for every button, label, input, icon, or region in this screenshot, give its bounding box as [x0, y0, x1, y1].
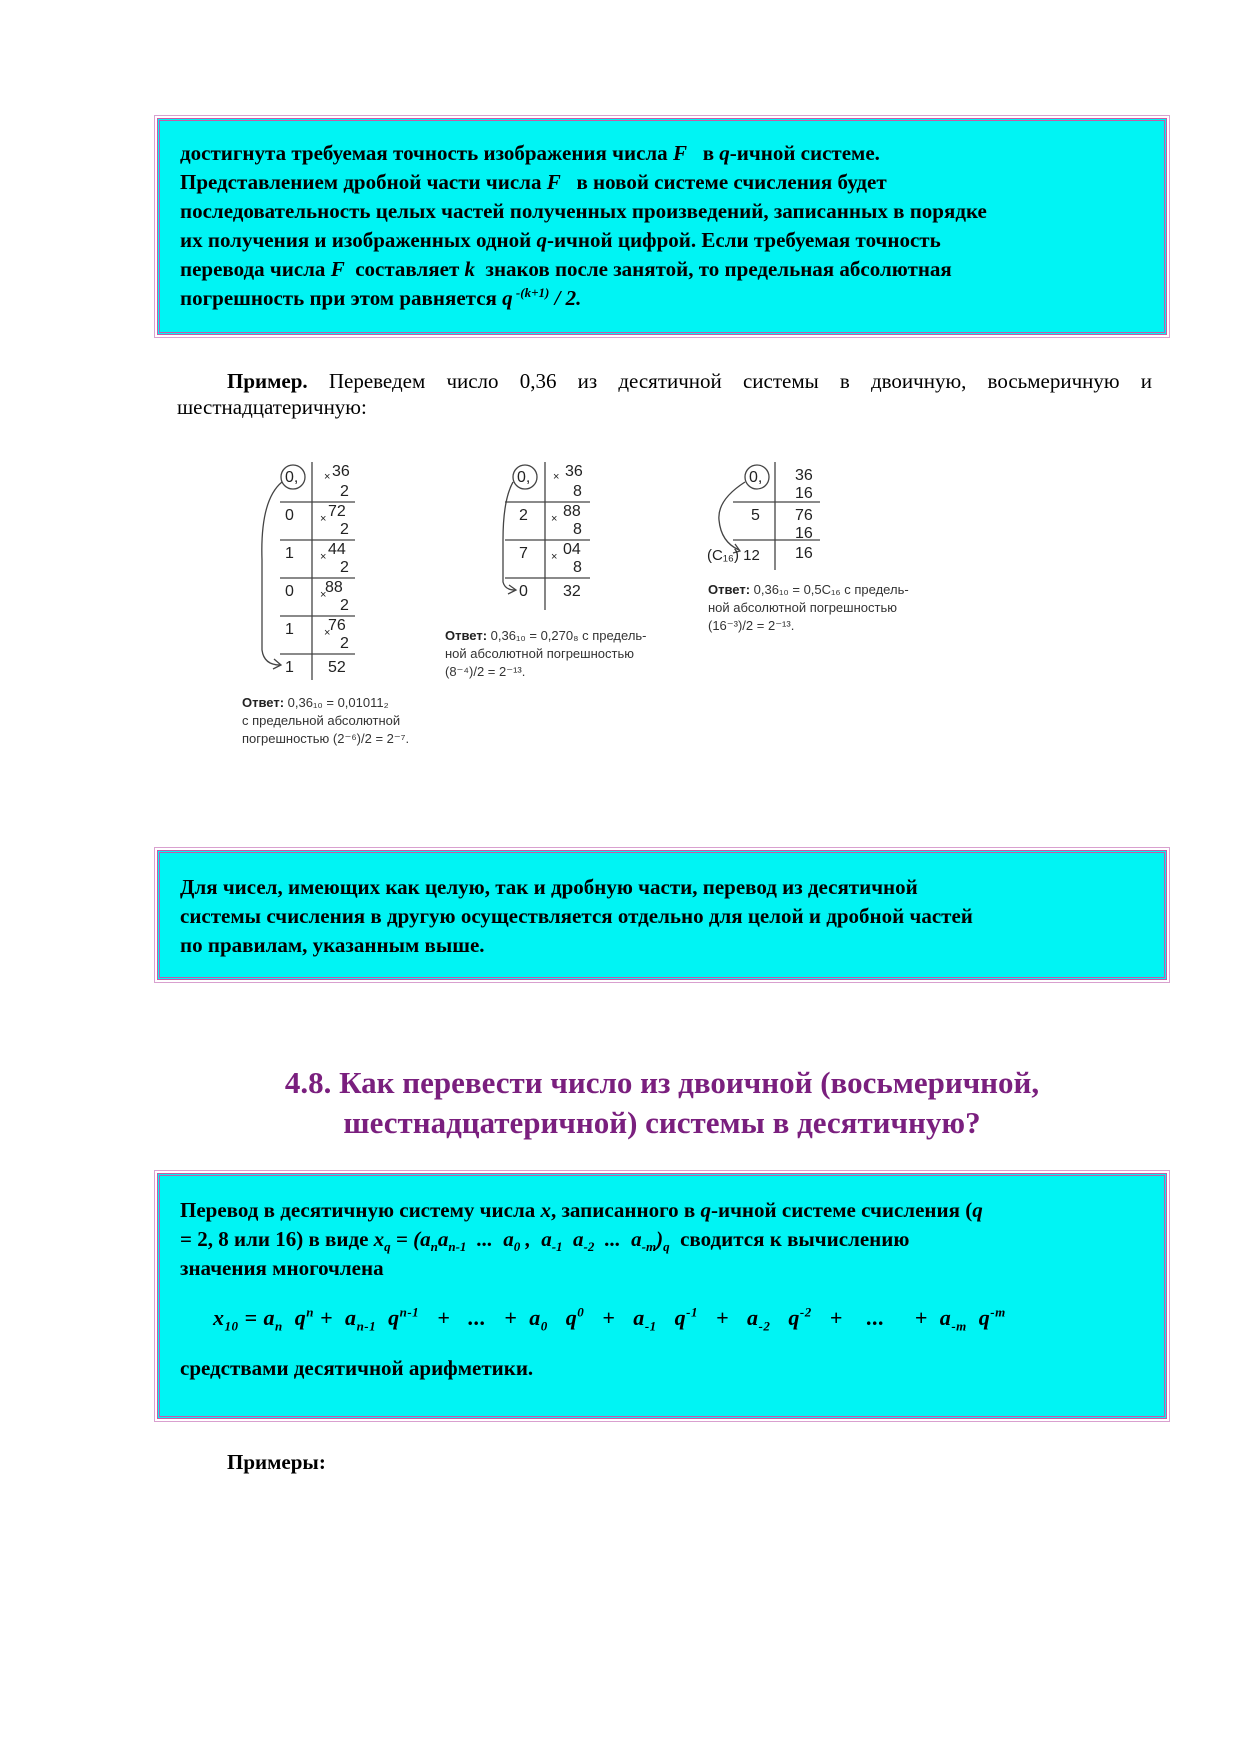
- bin-x2: ×: [320, 551, 327, 563]
- binary-answer: [242, 694, 442, 748]
- box2-line1: Для чисел, имеющих как целую, так и дробную части, перевод из десятичной: [180, 875, 918, 899]
- example-text: Переведем число 0,36 из десятичной системы в двоичную, восьмеричную и шестнадцатеричную:: [177, 369, 1152, 419]
- oct-m2: 8: [573, 559, 582, 576]
- binary-conversion-diagram: [240, 460, 390, 685]
- bin-ans-l3: погрешностью (2⁻⁶)/2 = 2⁻⁷.: [242, 731, 410, 746]
- bin-x4: ×: [324, 627, 331, 639]
- box3-line1: Перевод в десятичную систему числа x, записанного в q-ичной системе счисления (q: [180, 1198, 983, 1222]
- hex-m0: 16: [795, 485, 813, 502]
- oct-int-3: 0: [519, 583, 528, 600]
- oct-x1: ×: [551, 513, 558, 525]
- bin-m1: 2: [340, 521, 349, 538]
- oct-x2: ×: [551, 551, 558, 563]
- hex-int-1: 5: [751, 507, 760, 524]
- box3-line4: средствами десятичной арифметики.: [180, 1356, 534, 1380]
- octal-answer: [445, 627, 695, 681]
- bin-int-4: 1: [285, 621, 294, 638]
- bin-frac-5: 52: [328, 659, 346, 676]
- hex-ans-l3: (16⁻³)/2 = 2⁻¹³.: [708, 618, 795, 633]
- box1-line3: последовательность целых частей полученных произведений, записанных в порядке: [180, 199, 987, 223]
- examples-label: Примеры:: [227, 1450, 326, 1474]
- bin-x3: ×: [320, 589, 327, 601]
- example-paragraph: [177, 368, 1152, 420]
- info-box-to-decimal: [157, 1173, 1167, 1419]
- hex-m1: 16: [795, 525, 813, 542]
- oct-int-2: 7: [519, 545, 528, 562]
- bin-ans-l2: с предельной абсолютной: [242, 713, 401, 728]
- oct-m1: 8: [573, 521, 582, 538]
- oct-frac-1: 88: [563, 503, 581, 520]
- hex-ans-l1: Ответ: 0,36₁₀ = 0,5C₁₆ с предель-: [708, 582, 909, 597]
- hex-frac-1: 76: [795, 507, 813, 524]
- bin-int-3: 0: [285, 583, 294, 600]
- bin-start: 36: [332, 463, 350, 480]
- bin-frac-1: 72: [328, 503, 346, 520]
- heading-line1: 4.8. Как перевести число из двоичной (восьмеричной,: [284, 1065, 1040, 1100]
- bin-int-1: 0: [285, 507, 294, 524]
- bin-x1: ×: [320, 513, 327, 525]
- bin-frac-3: 88: [325, 579, 343, 596]
- box1-line1: достигнута требуемая точность изображения числа F в q-ичной системе.: [180, 141, 880, 165]
- hex-ans-l2: ной абсолютной погрешностью: [708, 600, 897, 615]
- box3-line2: = 2, 8 или 16) в виде $x_q = (a_na_{n-1}$ ... $a_0$ , $a_{-1}$ $a_{-2}$ ... $a_{-m})_q$ сводится к вычислению: [180, 1227, 910, 1255]
- box1-line4: их получения и изображенных одной q-ичной цифрой. Если требуемая точность: [180, 228, 941, 252]
- bin-int-2: 1: [285, 545, 294, 562]
- polynomial-formula: $x_{10} = a_n$ $q^n + a_{n-1}$ $q^{n-1}$ + ... + $a_0$ $q^0 + a_{-1}$ $q^{-1} + a_{-2}$ $q^{-2}$ + ... + $a_{-m}$ $q^{-m}$: [213, 1304, 1006, 1334]
- hex-answer: [708, 581, 968, 635]
- hex-int-2: (C₁₆) 12: [707, 547, 760, 564]
- bin-x0: ×: [324, 471, 331, 483]
- bin-ans-l1: Ответ: 0,36₁₀ = 0,01011₂: [242, 695, 389, 710]
- hex-lead: 0,: [749, 469, 763, 486]
- oct-lead: 0,: [517, 469, 531, 486]
- hex-start: 36: [795, 467, 813, 484]
- oct-x0: ×: [553, 471, 560, 483]
- hex-frac-2: 16: [795, 545, 813, 562]
- info-box-precision: [157, 118, 1167, 335]
- oct-ans-l2: ной абсолютной погрешностью: [445, 646, 634, 661]
- bin-lead: 0,: [285, 469, 299, 486]
- bin-m0: 2: [340, 483, 349, 500]
- box1-line2: Представлением дробной части числа F в новой системе счисления будет: [180, 170, 887, 194]
- oct-int-1: 2: [519, 507, 528, 524]
- oct-ans-l3: (8⁻⁴)/2 = 2⁻¹³.: [445, 664, 526, 679]
- box3-line3: значения многочлена: [180, 1256, 384, 1280]
- oct-frac-2: 04: [563, 541, 581, 558]
- heading-line2: шестнадцатеричной) системы в десятичную?: [343, 1105, 981, 1140]
- bin-int-5: 1: [285, 659, 294, 676]
- oct-start: 36: [565, 463, 583, 480]
- box1-line6: погрешность при этом равняется q $^{-(k+1)}$ / 2.: [180, 285, 582, 310]
- box2-line3: по правилам, указанным выше.: [180, 933, 485, 957]
- example-label: Пример.: [227, 369, 308, 393]
- info-box-mixed-numbers: [157, 850, 1167, 980]
- box2-line2: системы счисления в другую осуществляется отдельно для целой и дробной частей: [180, 904, 973, 928]
- bin-m4: 2: [340, 635, 349, 652]
- oct-frac-3: 32: [563, 583, 581, 600]
- polynomial-notation: $x_q = (a_na_{n-1}$ ... $a_0$ , $a_{-1}$ $a_{-2}$ ... $a_{-m})_q$: [373, 1227, 670, 1255]
- bin-frac-2: 44: [328, 541, 346, 558]
- bin-frac-4: 76: [328, 617, 346, 634]
- box1-line5: перевода числа F составляет k знаков после занятой, то предельная абсолютная: [180, 257, 952, 281]
- octal-conversion-diagram: [495, 460, 625, 610]
- hex-conversion-diagram: [705, 460, 845, 570]
- bin-m3: 2: [340, 597, 349, 614]
- bin-m2: 2: [340, 559, 349, 576]
- oct-m0: 8: [573, 483, 582, 500]
- oct-ans-l1: Ответ: 0,36₁₀ = 0,270₈ с предель-: [445, 628, 647, 643]
- section-heading: [157, 1063, 1167, 1143]
